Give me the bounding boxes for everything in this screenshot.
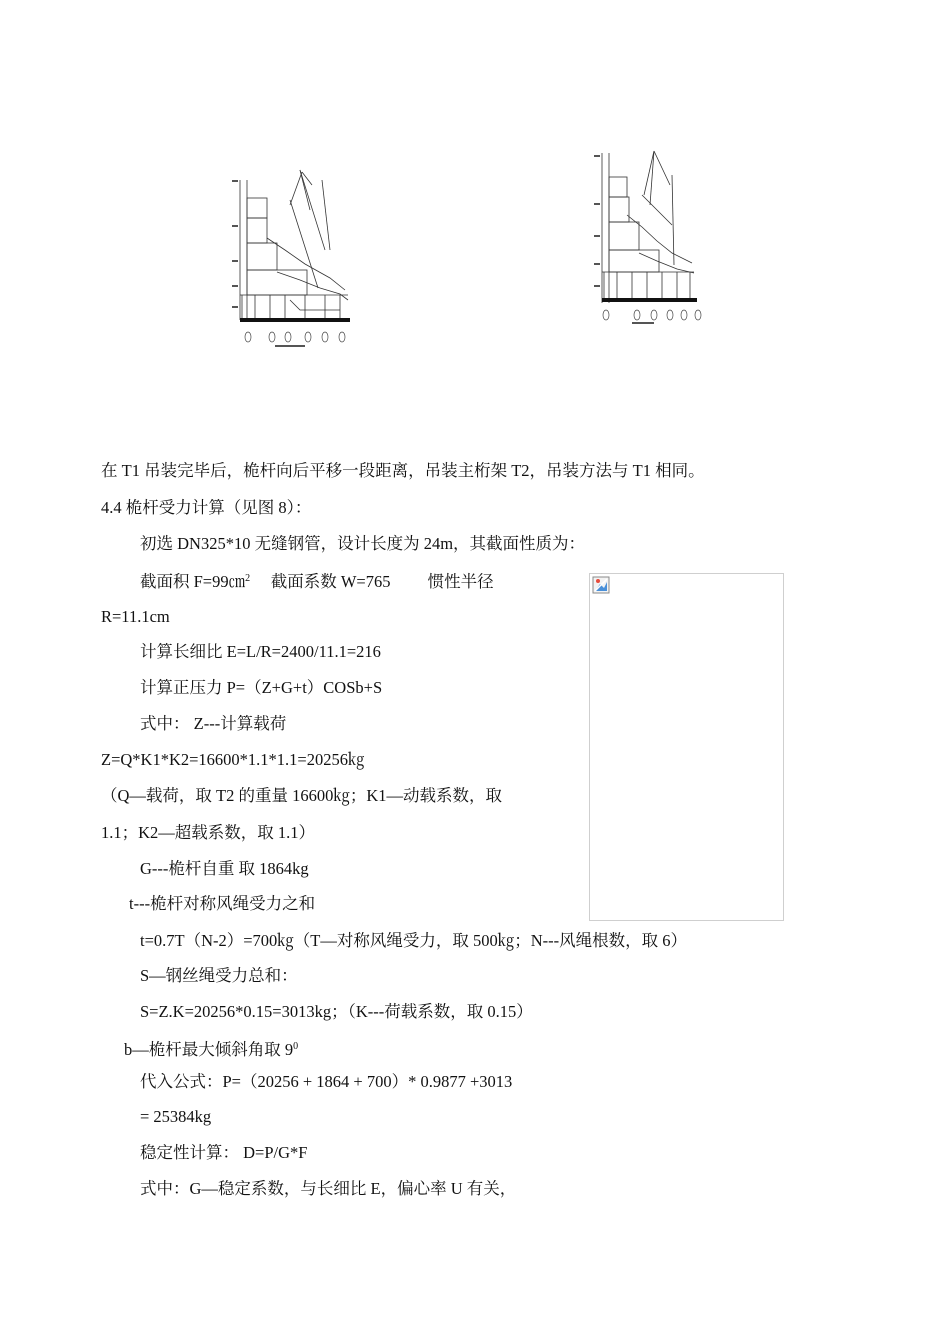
formula-line: t=0.7T（N-2）=700㎏（T—对称风绳受力，取 500㎏；N---风绳根数，取 6） <box>140 931 688 950</box>
paragraph-line: G---桅杆自重 取 1864kg <box>140 859 309 878</box>
paragraph-line: （Q—载荷，取 T2 的重量 16600㎏；K1—动载系数，取 <box>101 786 503 805</box>
paragraph-line: 式中：G—稳定系数，与长细比 E，偏心率 U 有关， <box>140 1179 517 1198</box>
formula-line: 稳定性计算： D=P/G*F <box>140 1143 308 1162</box>
paragraph-line: R=11.1cm <box>101 607 170 626</box>
formula-line: Z=Q*K1*K2=16600*1.1*1.1=20256㎏ <box>101 750 365 769</box>
hoisting-diagram-left <box>230 160 360 350</box>
figure-8-image-placeholder <box>589 573 784 921</box>
formula-line: = 25384kg <box>140 1107 212 1126</box>
formula-line: 计算长细比 E=L/R=2400/11.1=216 <box>140 642 381 661</box>
paragraph-line: 截面积 F=99㎝$^2$ 截面系数 W=765 惯性半径 <box>140 572 494 591</box>
formula-line: S=Z.K=20256*0.15=3013kg；（K---荷载系数，取 0.15） <box>140 1002 533 1021</box>
paragraph-line: t---桅杆对称风绳受力之和 <box>129 894 316 913</box>
broken-image-icon <box>592 576 610 594</box>
paragraph-line: 在 T1 吊装完毕后，桅杆向后平移一段距离，吊装主桁架 T2，吊装方法与 T1 相同。 <box>101 461 705 480</box>
section-heading: 4.4 桅杆受力计算（见图 8）： <box>101 498 312 517</box>
hoisting-diagram-right <box>592 145 704 325</box>
formula-line: 代入公式：P=（20256 + 1864 + 700）* 0.9877 +3013 <box>140 1072 513 1091</box>
formula-line: 计算正压力 P=（Z+G+t）COSb+S <box>140 678 383 697</box>
paragraph-line: 式中： Z---计算载荷 <box>140 714 287 733</box>
paragraph-line: 1.1；K2—超载系数，取 1.1） <box>101 823 316 842</box>
paragraph-line: S—钢丝绳受力总和： <box>140 966 298 985</box>
paragraph-line: b—桅杆最大倾斜角取 $9^0$ <box>124 1040 299 1059</box>
paragraph-line: 初选 DN325*10 无缝钢管，设计长度为 24m，其截面性质为： <box>140 534 586 553</box>
